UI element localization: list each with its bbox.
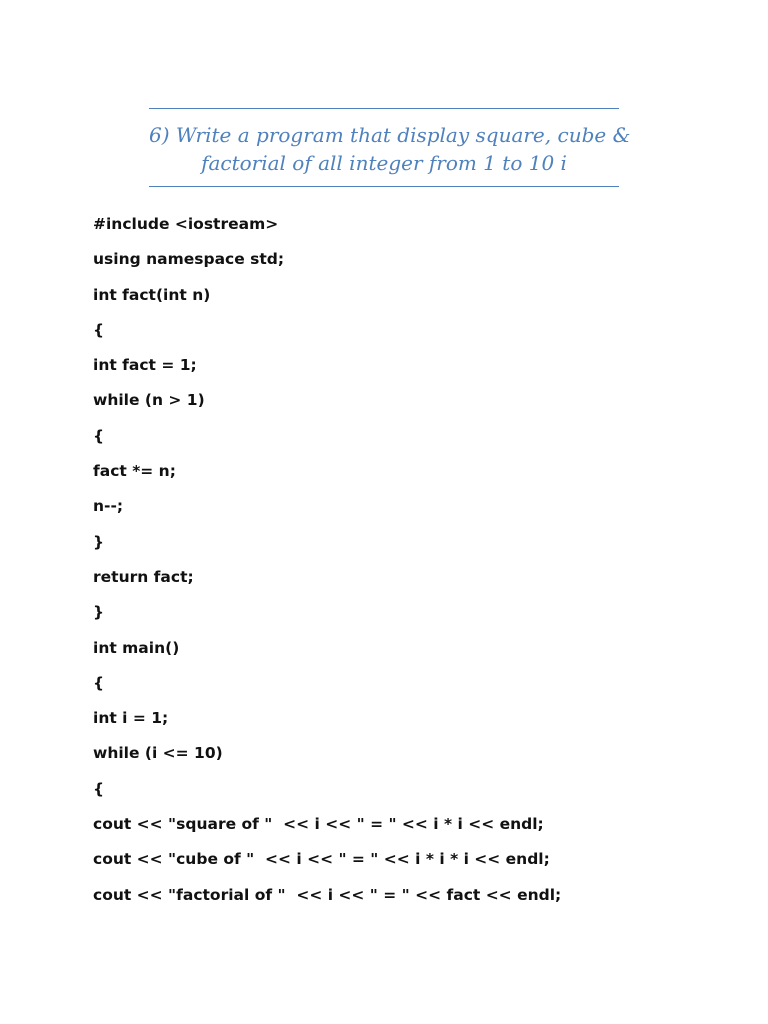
code-line: while (i <= 10)	[93, 744, 223, 763]
code-line: }	[93, 603, 105, 622]
heading-text	[149, 121, 631, 177]
code-line: {	[93, 320, 105, 339]
code-line: while (n > 1)	[93, 391, 205, 410]
code-line: {	[93, 426, 105, 445]
code-line: using namespace std;	[93, 250, 285, 269]
code-line: cout << "square of " << i << " = " << i * i << endl;	[93, 815, 544, 834]
heading-line-2: factorial of all integer from 1 to 10 i	[201, 151, 567, 175]
code-line: cout << "factorial of " << i << " = " << fact << endl;	[93, 885, 562, 904]
heading-top-rule	[149, 108, 619, 109]
code-line: fact *= n;	[93, 462, 176, 481]
code-line: return fact;	[93, 567, 194, 586]
code-line: #include <iostream>	[93, 215, 279, 233]
code-line: {	[93, 673, 105, 692]
code-line: cout << "cube of " << i << " = " << i * i * i << endl;	[93, 850, 550, 869]
heading-line-1: 6) Write a program that display square, cube &	[149, 123, 631, 147]
code-line: int main()	[93, 638, 180, 657]
code-line: int i = 1;	[93, 709, 169, 728]
code-line: n--;	[93, 497, 124, 516]
code-line: int fact = 1;	[93, 356, 197, 375]
code-listing	[93, 210, 693, 916]
heading-bottom-rule	[149, 186, 619, 187]
code-line: int fact(int n)	[93, 285, 211, 304]
code-line: {	[93, 779, 105, 798]
code-line: }	[93, 532, 105, 551]
exercise-heading	[149, 108, 631, 187]
